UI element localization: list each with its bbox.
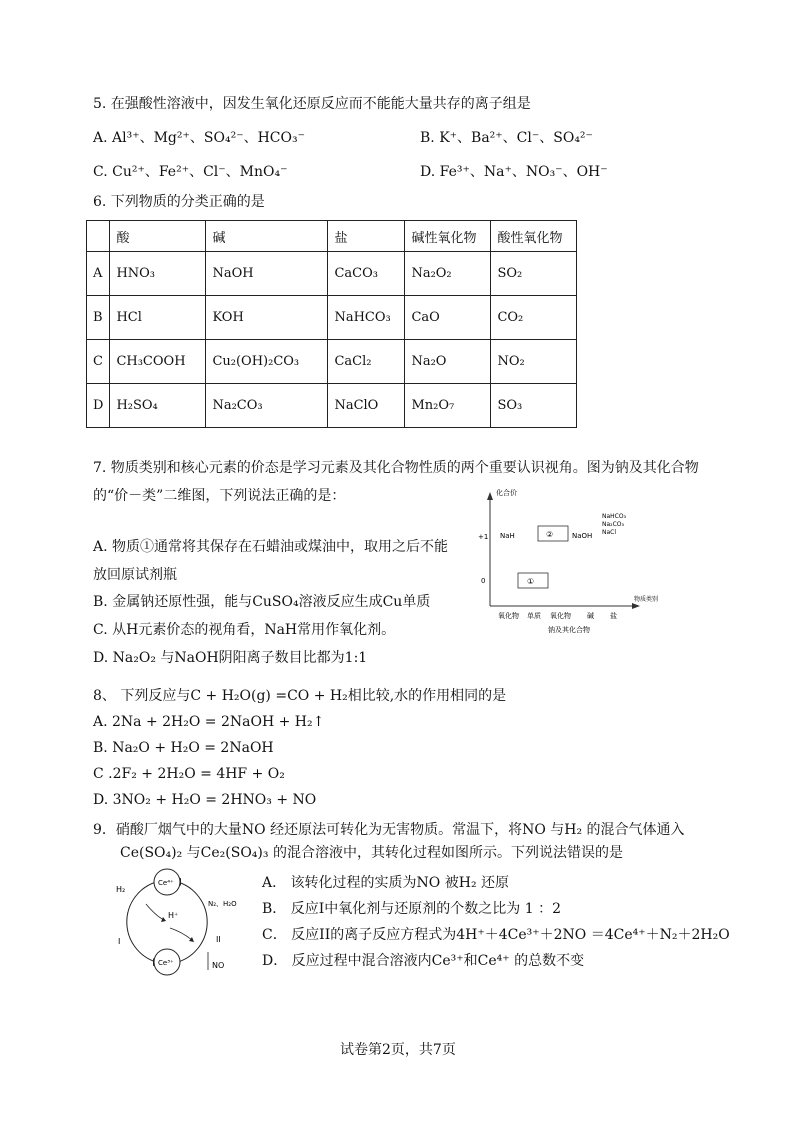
label-hplus: H⁺ <box>168 911 179 920</box>
table-cell: B <box>87 296 110 340</box>
cerium-cycle-diagram <box>104 866 254 978</box>
hplus-flow-arrow <box>170 928 192 940</box>
cycle-arc-right <box>178 882 207 962</box>
table-cell: NaClO <box>328 384 405 428</box>
table-cell: SO₂ <box>491 252 577 296</box>
table-cell: H₂SO₄ <box>110 384 206 428</box>
page-footer: 试卷第2页，共7页 <box>340 1042 456 1058</box>
table-cell: HNO₃ <box>110 252 206 296</box>
label-naoh: NaOH <box>572 532 593 540</box>
table-cell: CO₂ <box>491 296 577 340</box>
x-tick-3: 氧化物 <box>550 612 571 620</box>
table-header-cell <box>87 221 110 252</box>
h2-feed-arrowhead <box>161 917 166 922</box>
q8-stem: 8、 下列反应与C + H₂O(g) =CO + H₂相比较,水的作用相同的是 <box>93 688 507 704</box>
table-cell: Na₂O <box>405 340 491 384</box>
q9-stem-line1: 9．硝酸厂烟气中的大量NO 经还原法可转化为无害物质。常温下，将NO 与H₂ 的混合气体通入 <box>93 822 685 838</box>
label-salt-3: NaCl <box>602 529 617 536</box>
table-cell: Na₂O₂ <box>405 252 491 296</box>
table-cell: NO₂ <box>491 340 577 384</box>
q5-option-c: C. Cu²⁺、Fe²⁺、Cl⁻、MnO₄⁻ <box>93 164 288 180</box>
label-no: NO <box>212 961 225 970</box>
q5-option-b: B. K⁺、Ba²⁺、Cl⁻、SO₄²⁻ <box>420 130 593 146</box>
q8-option-b: B. Na₂O + H₂O = 2NaOH <box>93 740 274 756</box>
cycle-arc-left <box>127 882 156 962</box>
label-nah: NaH <box>500 532 515 540</box>
label-n2-h2o: N₂、H₂O <box>208 900 237 908</box>
q7-stem-line2: 的“价－类”二维图，下列说法正确的是： <box>93 488 346 504</box>
table-cell: NaOH <box>206 252 328 296</box>
q7-option-b: B. 金属钠还原性强，能与CuSO₄溶液反应生成Cu单质 <box>93 594 431 610</box>
h2-feed-arrow <box>146 904 164 920</box>
q7-option-c: C. 从H元素价态的视角看，NaH常用作氧化剂。 <box>93 622 396 638</box>
table-header-row <box>87 221 577 252</box>
y-axis-label: 化合价 <box>496 489 517 497</box>
valence-class-diagram <box>450 484 659 636</box>
table-header-cell: 酸 <box>110 221 206 252</box>
label-reaction-2: II <box>216 935 221 944</box>
label-salt-2: Na₂CO₃ <box>602 521 624 528</box>
y-tick-plus1: +1 <box>478 533 489 541</box>
label-compound-1: ① <box>527 577 535 586</box>
table-header-cell: 酸性氧化物 <box>491 221 577 252</box>
table-cell: CaCO₃ <box>328 252 405 296</box>
q7-stem-line1: 7. 物质类别和核心元素的价态是学习元素及其化合物性质的两个重要认识视角。图为钠及其化合物 <box>93 460 699 476</box>
q7-option-a-line2: 放回原试剂瓶 <box>93 567 177 583</box>
classification-table <box>86 220 577 428</box>
x-tick-1: 氧化物 <box>498 612 519 620</box>
q7-option-d: D. Na₂O₂ 与NaOH阴阳离子数目比都为1:1 <box>93 650 368 666</box>
q9-option-d: D． 反应过程中混合溶液内Ce³⁺和Ce⁴⁺ 的总数不变 <box>262 953 585 969</box>
q5-stem: 5. 在强酸性溶液中，因发生氧化还原反应而不能能大量共存的离子组是 <box>93 96 531 112</box>
label-h2: H₂ <box>116 885 126 894</box>
diagram-caption: 钠及其化合物 <box>548 626 590 634</box>
x-tick-5: 盐 <box>610 612 617 620</box>
x-tick-2: 单质 <box>527 612 541 620</box>
table-row <box>87 340 577 384</box>
q8-option-d: D. 3NO₂ + H₂O = 2HNO₃ + NO <box>93 792 317 808</box>
table-row <box>87 296 577 340</box>
table-header-cell: 碱性氧化物 <box>405 221 491 252</box>
x-tick-4: 碱 <box>587 612 594 620</box>
table-header-cell: 盐 <box>328 221 405 252</box>
label-compound-2: ② <box>546 530 554 539</box>
q9-option-b: B． 反应I中氧化剂与还原剂的个数之比为 1 ：2 <box>262 901 561 917</box>
table-cell: KOH <box>206 296 328 340</box>
y-axis-arrow <box>487 492 493 500</box>
label-ce4: Ce⁴⁺ <box>158 879 174 887</box>
label-salt-1: NaHCO₃ <box>602 513 626 520</box>
table-cell: CaCl₂ <box>328 340 405 384</box>
hplus-flow-arrowhead <box>189 937 194 942</box>
label-ce3: Ce³⁺ <box>158 959 174 967</box>
q9-option-c: C． 反应II的离子反应方程式为4H⁺＋4Ce³⁺＋2NO ＝4Ce⁴⁺＋N₂＋2H₂O <box>262 927 730 943</box>
y-tick-zero: 0 <box>481 577 486 585</box>
table-cell: Cu₂(OH)₂CO₃ <box>206 340 328 384</box>
table-cell: NaHCO₃ <box>328 296 405 340</box>
x-axis-arrow <box>632 603 640 609</box>
x-axis-label: 物质类别 <box>634 596 659 603</box>
q8-option-c: C .2F₂ + 2H₂O = 4HF + O₂ <box>93 766 285 782</box>
table-cell: A <box>87 252 110 296</box>
table-cell: CH₃COOH <box>110 340 206 384</box>
q5-option-a: A. Al³⁺、Mg²⁺、SO₄²⁻、HCO₃⁻ <box>93 130 305 146</box>
table-row <box>87 252 577 296</box>
table-cell: CaO <box>405 296 491 340</box>
q9-stem-line2: Ce(SO₄)₂ 与Ce₂(SO₄)₃ 的混合溶液中，其转化过程如图所示。下列说法错误的是 <box>120 845 623 861</box>
table-cell: SO₃ <box>491 384 577 428</box>
q7-option-a-line1: A. 物质①通常将其保存在石蜡油或煤油中，取用之后不能 <box>93 539 449 555</box>
q8-option-a: A. 2Na + 2H₂O = 2NaOH + H₂↑ <box>93 714 325 730</box>
q9-option-a: A． 该转化过程的实质为NO 被H₂ 还原 <box>262 875 510 891</box>
q6-stem: 6. 下列物质的分类正确的是 <box>93 194 265 210</box>
table-cell: Mn₂O₇ <box>405 384 491 428</box>
table-row <box>87 384 577 428</box>
q5-option-d: D. Fe³⁺、Na⁺、NO₃⁻、OH⁻ <box>420 164 608 180</box>
table-cell: C <box>87 340 110 384</box>
table-cell: HCl <box>110 296 206 340</box>
table-cell: D <box>87 384 110 428</box>
table-header-cell: 碱 <box>206 221 328 252</box>
label-reaction-1: I <box>118 937 121 946</box>
table-cell: Na₂CO₃ <box>206 384 328 428</box>
